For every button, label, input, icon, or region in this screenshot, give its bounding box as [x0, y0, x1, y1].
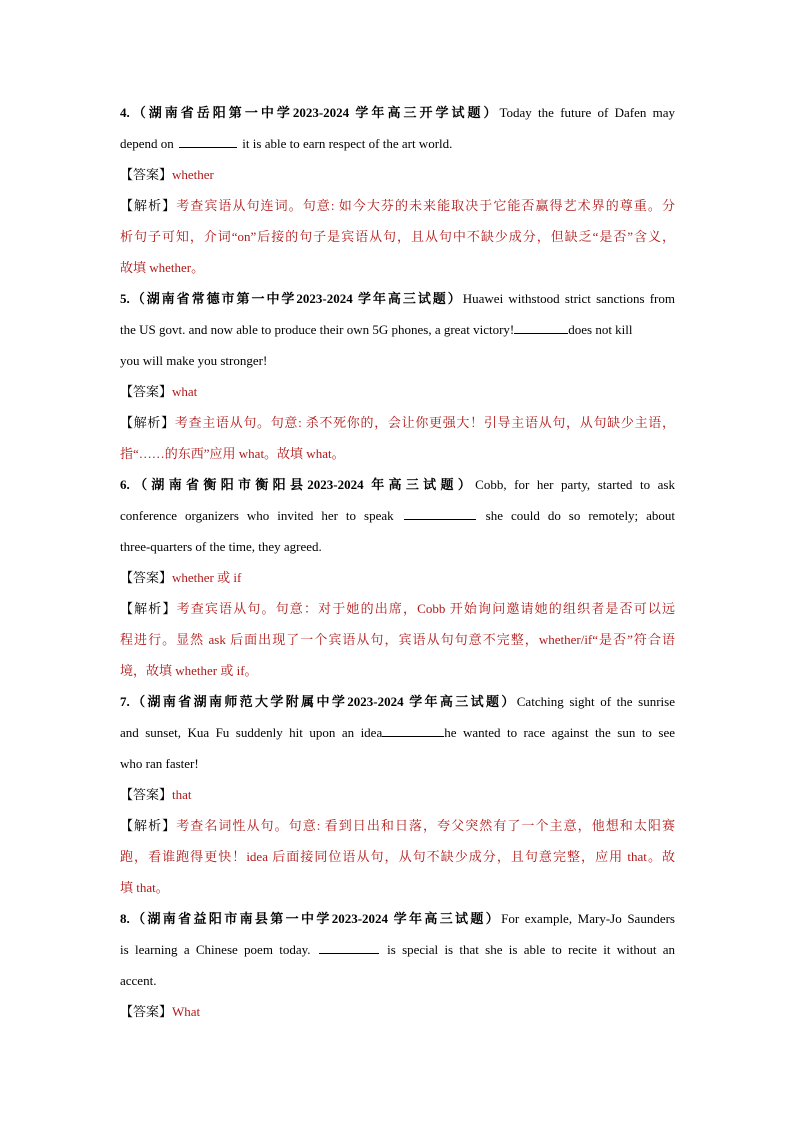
- analysis-text: 考查宾语从句连词。句意: 如今大芬的未来能取决于它能否赢得艺术界的尊重。分: [176, 198, 675, 213]
- question-number: 5.: [120, 291, 130, 306]
- question-stem-line: [120, 97, 675, 128]
- answer-tag: 【答案】: [120, 384, 173, 399]
- analysis-line: 填 that。: [120, 880, 169, 895]
- question-text: Today the future of Dafen may: [499, 105, 675, 120]
- analysis-tag: 【解析】: [120, 415, 175, 430]
- question-stem-line: [120, 314, 675, 345]
- analysis-line: [120, 593, 675, 624]
- answer-line: [120, 376, 675, 407]
- answer-text: what: [172, 384, 198, 399]
- question-source: （湖南省益阳市南县第一中学2023-2024 学年高三试题）: [129, 911, 502, 926]
- question-source: （湖南省衡阳市衡阳县2023-2024 年高三试题）: [129, 477, 476, 492]
- answer-text: What: [172, 1004, 201, 1019]
- analysis-line: [120, 190, 675, 221]
- answer-line: [120, 562, 675, 593]
- answer-tag: 【答案】: [120, 787, 173, 802]
- question-stem-line: [120, 128, 675, 159]
- question-text: conference organizers who invited her to speak: [120, 508, 394, 523]
- analysis-line: [120, 407, 675, 438]
- analysis-line: 指“……的东西”应用 what。故填 what。: [120, 446, 345, 461]
- answer-tag: 【答案】: [120, 167, 173, 182]
- question-text: she could do so remotely; about: [485, 508, 676, 523]
- analysis-line: 程进行。显然 ask 后面出现了一个宾语从句，宾语从句句意不完整，whether/if“是否”符合语: [120, 632, 675, 647]
- question-source: （湖南省常德市第一中学2023-2024 学年高三试题）: [129, 291, 463, 306]
- answer-blank: [319, 941, 379, 954]
- answer-tag: 【答案】: [120, 1004, 173, 1019]
- question-stem-line: you will make you stronger!: [120, 353, 268, 368]
- answer-blank: [404, 507, 476, 520]
- answer-tag: 【答案】: [120, 570, 173, 585]
- answer-line: [120, 996, 675, 1027]
- question-text: For example, Mary-Jo Saunders: [501, 911, 675, 926]
- question-7: [120, 686, 675, 903]
- question-8: [120, 903, 675, 1027]
- question-text: it is able to earn respect of the art world.: [242, 136, 453, 151]
- question-number: 4.: [120, 105, 130, 120]
- question-stem-line: [120, 283, 675, 314]
- question-stem-line: [120, 717, 675, 748]
- question-number: 6.: [120, 477, 130, 492]
- answer-blank: [382, 724, 444, 737]
- question-stem-line: [120, 934, 675, 965]
- question-source: （湖南省岳阳第一中学2023-2024 学年高三开学试题）: [129, 105, 500, 120]
- answer-blank: [514, 321, 568, 334]
- answer-blank: [179, 135, 237, 148]
- analysis-tag: 【解析】: [120, 601, 177, 616]
- answer-line: [120, 779, 675, 810]
- analysis-text: 考查名词性从句。句意: 看到日出和日落，夸父突然有了一个主意，他想和太阳赛: [176, 818, 675, 833]
- analysis-tag: 【解析】: [120, 198, 177, 213]
- analysis-line: 故填 whether。: [120, 260, 205, 275]
- question-text: Catching sight of the sunrise: [516, 694, 675, 709]
- question-text: Cobb, for her party, started to ask: [475, 477, 675, 492]
- question-text: he wanted to race against the sun to see: [444, 725, 675, 740]
- answer-text: whether: [172, 167, 214, 182]
- question-stem-line: [120, 469, 675, 500]
- analysis-text: 考查宾语从句。句意：对于她的出席，Cobb 开始询问邀请她的组织者是否可以远: [176, 601, 675, 616]
- question-text: Huawei withstood strict sanctions from: [462, 291, 675, 306]
- question-text: is learning a Chinese poem today.: [120, 942, 311, 957]
- question-stem-line: [120, 686, 675, 717]
- question-stem-line: accent.: [120, 973, 157, 988]
- question-text: depend on: [120, 136, 174, 151]
- analysis-line: [120, 810, 675, 841]
- analysis-line: 析句子可知，介词“on”后接的句子是宾语从句，且从句中不缺少成分，但缺乏“是否”含义，: [120, 229, 675, 244]
- question-source: （湖南省湖南师范大学附属中学2023-2024 学年高三试题）: [129, 694, 517, 709]
- question-number: 7.: [120, 694, 130, 709]
- question-stem-line: who ran faster!: [120, 756, 199, 771]
- question-5: [120, 283, 675, 469]
- answer-line: [120, 159, 675, 190]
- question-stem-line: three-quarters of the time, they agreed.: [120, 539, 322, 554]
- question-number: 8.: [120, 911, 130, 926]
- analysis-tag: 【解析】: [120, 818, 177, 833]
- question-6: [120, 469, 675, 686]
- document-page: [120, 97, 675, 1027]
- analysis-line: 跑，看谁跑得更快！idea 后面接同位语从句，从句不缺少成分，且句意完整，应用 that。故: [120, 849, 675, 864]
- question-text: the US govt. and now able to produce their own 5G phones, a great victory!: [120, 322, 515, 337]
- question-text: does not kill: [568, 322, 633, 337]
- question-text: is special is that she is able to recite it without an: [387, 942, 676, 957]
- question-text: and sunset, Kua Fu suddenly hit upon an idea: [120, 725, 383, 740]
- analysis-line: 境，故填 whether 或 if。: [120, 663, 258, 678]
- answer-text: that: [172, 787, 192, 802]
- question-stem-line: [120, 500, 675, 531]
- question-stem-line: [120, 903, 675, 934]
- analysis-text: 考查主语从句。句意: 杀不死你的，会让你更强大！引导主语从句，从句缺少主语，: [174, 415, 675, 430]
- question-4: [120, 97, 675, 283]
- answer-text: whether 或 if: [172, 570, 242, 585]
